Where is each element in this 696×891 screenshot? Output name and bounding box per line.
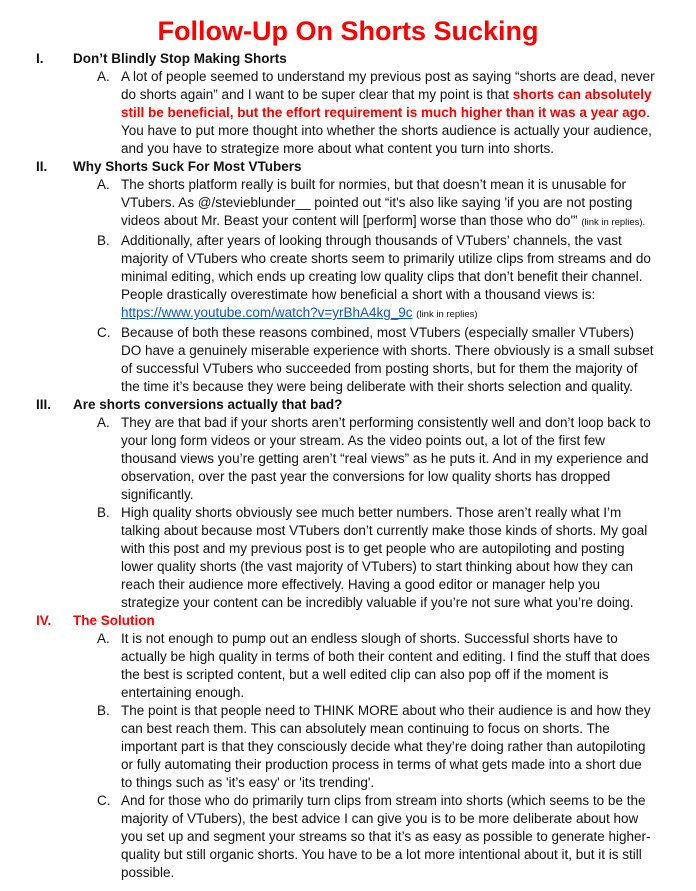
item-letter: C. (97, 793, 111, 808)
item-letter: A. (97, 177, 110, 192)
reply-note: (link in replies) (416, 309, 478, 320)
section-number: IV. (36, 613, 52, 628)
section-heading (0, 158, 696, 176)
list-item (0, 414, 696, 504)
section-title: Don’t Blindly Stop Making Shorts (73, 51, 287, 66)
list-item (0, 68, 696, 158)
item-letter: A. (97, 415, 110, 430)
highlighted-text: shorts can absolutely still be beneficial, but the effort requirement is much higher than it was a year ago (121, 87, 652, 120)
list-item (0, 176, 696, 232)
item-letter: A. (97, 69, 110, 84)
item-text: It is not enough to pump out an endless slough of shorts. Successful shorts have to actually be high quality in terms of both their content and editing. I find the stuff that does the best is scripted content, but a well edited clip can also pop off if the moment is entertaining enough. (121, 631, 650, 700)
item-letter: A. (97, 631, 110, 646)
section-number: II. (36, 159, 48, 174)
section-title: Are shorts conversions actually that bad? (73, 397, 343, 412)
item-text: The point is that people need to THINK MORE about who their audience is and how they can best reach them. This can absolutely mean continuing to focus on shorts. The important part is that they consciously decide what they’re doing rather than autopiloting or fully automating their production process in terms of what gets made into a short due to things such as 'it’s easy' or 'its trending'. (121, 703, 651, 790)
item-text-part: . You have to put more thought into whether the shorts audience is actually your audience, and you have to strategize more about what content you turn into shorts. (121, 105, 652, 156)
item-letter: B. (97, 505, 110, 520)
item-text (121, 232, 656, 324)
reply-note: (link in replies). (581, 217, 646, 228)
list-item (0, 792, 696, 882)
list-item (0, 702, 696, 792)
item-letter: C. (97, 325, 111, 340)
section-title: Why Shorts Suck For Most VTubers (73, 159, 302, 174)
item-text-part: A lot of people seemed to understand my previous post as saying “shorts are dead, never do shorts again” and I want to be super clear that my point is that (121, 69, 655, 102)
item-text (121, 68, 656, 158)
item-text (121, 176, 656, 232)
item-text: And for those who do primarily turn clips from stream into shorts (which seems to be the majority of VTubers), the best advice I can give you is to be more deliberate about how you set up and segment your streams so that it’s as easy as possible to generate higher-quality but still organic shorts. You have to be a lot more intentional about it, but it is still possible. (121, 793, 651, 880)
item-text: They are that bad if your shorts aren’t performing consistently well and don’t loop back to your long form videos or your stream. As the video points out, a lot of the first few thousand views you’re getting aren’t “real views” as he puts it. And in my experience and observation, over the past year the conversions for low quality shorts has dropped significantly. (121, 415, 651, 502)
document-title: Follow-Up On Shorts Sucking (157, 16, 539, 46)
list-item (0, 324, 696, 396)
section-heading (0, 50, 696, 68)
section-1 (0, 50, 696, 158)
item-letter: B. (97, 233, 110, 248)
outline (0, 50, 696, 882)
section-2 (0, 158, 696, 396)
list-item (0, 504, 696, 612)
section-3 (0, 396, 696, 612)
item-letter: B. (97, 703, 110, 718)
youtube-link[interactable]: https://www.youtube.com/watch?v=yrBhA4kg_9c (121, 305, 413, 320)
list-item (0, 232, 696, 324)
section-title: The Solution (73, 613, 155, 628)
item-text-part: The shorts platform really is built for normies, but that doesn’t mean it is unusable for VTubers. As @/stevieblunder__ pointed out “it's also like saying 'if you are not posting videos about Mr. Beast your content will [perform] worse than those who do'” (121, 177, 633, 228)
section-4 (0, 612, 696, 882)
section-number: I. (36, 51, 44, 66)
section-number: III. (36, 397, 52, 412)
section-heading (0, 612, 696, 630)
item-text-part: Additionally, after years of looking through thousands of VTubers’ channels, the vast majority of VTubers who create shorts seem to primarily utilize clips from streams and do minimal editing, which ends up creating low quality clips that don’t benefit their channel. People drastically overestimate how beneficial a short with a thousand views is: (121, 233, 651, 302)
item-text: High quality shorts obviously see much better numbers. Those aren’t really what I’m talking about because most VTubers don’t currently make those kinds of shorts. My goal with this post and my previous post is to get people who are autopiloting and posting lower quality shorts (the vast majority of VTubers) to start thinking about how they can reach their audience more effectively. Having a good editor or manager help you strategize your content can be incredibly valuable if you’re not sure what you’re doing. (121, 505, 648, 610)
section-heading (0, 396, 696, 414)
item-text: Because of both these reasons combined, most VTubers (especially smaller VTubers) DO have a genuinely miserable experience with shorts. There obviously is a small subset of successful VTubers who succeeded from posting shorts, but for them the majority of the time it’s because they were being deliberate with their shorts selection and quality. (121, 325, 654, 394)
list-item (0, 630, 696, 702)
